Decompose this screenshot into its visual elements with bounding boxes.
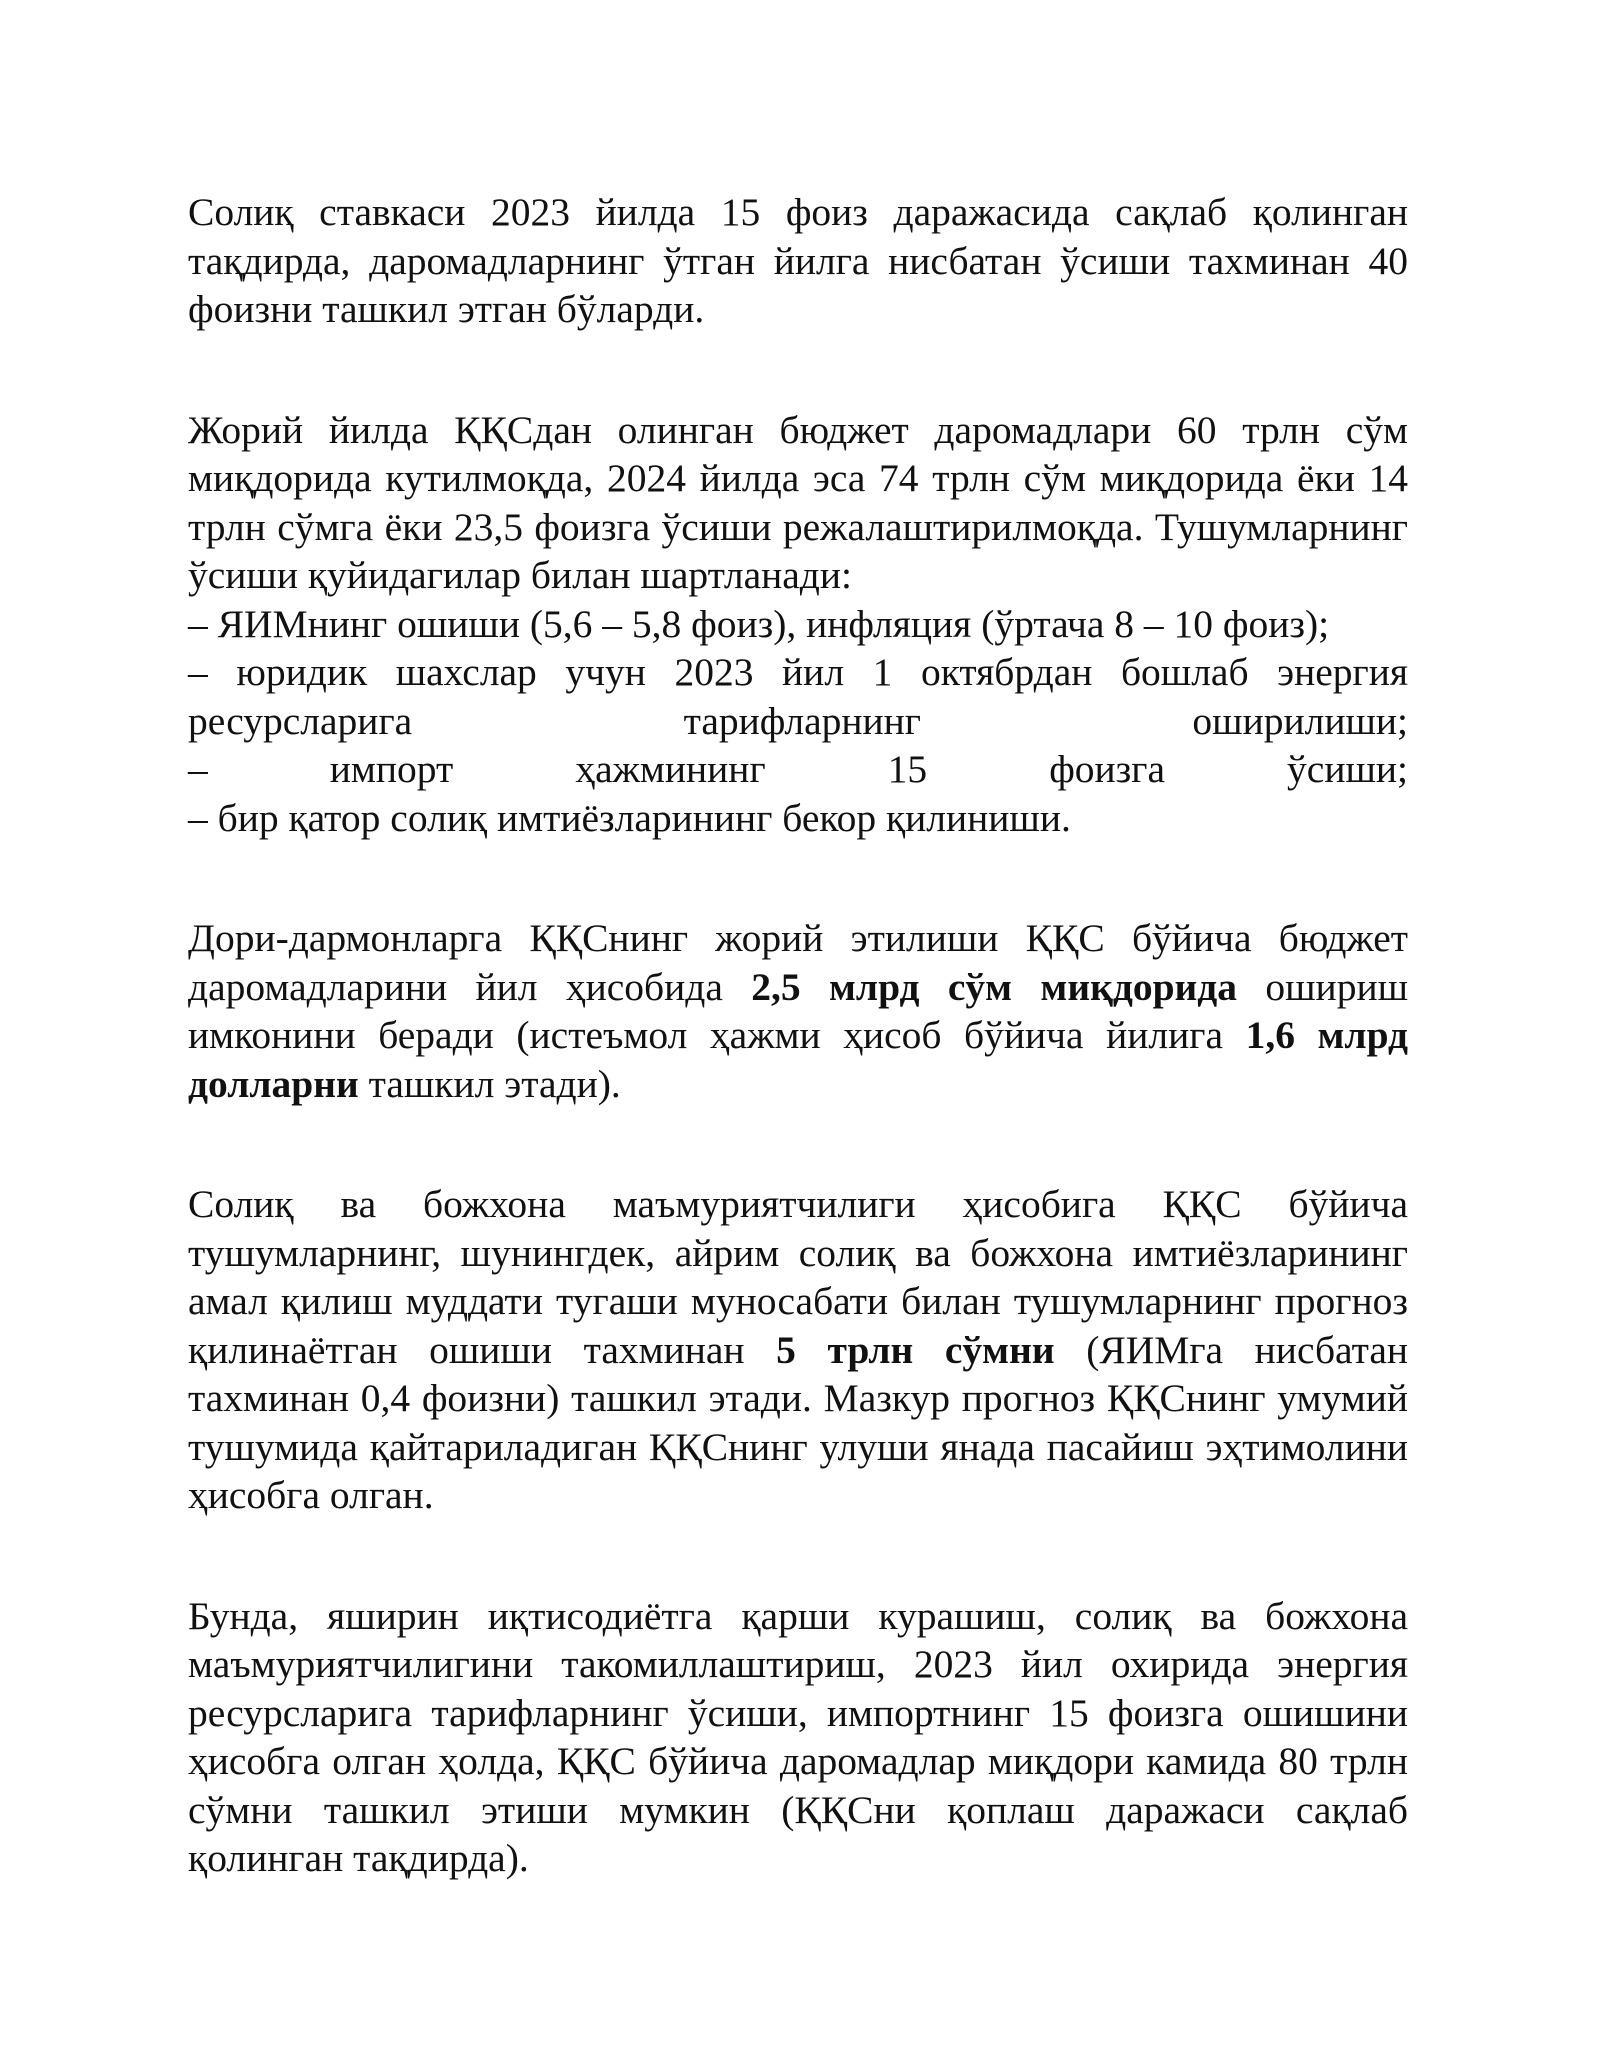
document-page (188, 188, 1408, 1883)
bullet-import-growth: – импорт ҳажмининг 15 фоизга ўсиши; (188, 747, 1408, 791)
medicines-bold-amount: 2,5 млрд сўм миқдорида (751, 964, 1238, 1009)
medicines-text-1: Дори-дармонларга ҚҚСнинг жорий этилиши ҚҚС бўйича бюджет даромадларини йил ҳисобида (188, 916, 1408, 1009)
paragraph-administration (188, 1180, 1408, 1520)
paragraph-medicines-vat (188, 914, 1408, 1108)
bullet-tax-exemptions: – бир қатор солиқ имтиёзларининг бекор қилиниши. (188, 795, 1071, 840)
paragraph-tax-rate: Солиқ ставкаси 2023 йилда 15 фоиз даражасида сақлаб қолинган тақдирда, даромадларнинг ўтган йилга нисбатан ўсиши тахминан 40 фоизни ташкил этган бўларди. (188, 190, 1408, 331)
administration-text-2: (ЯИМга нисбатан тахминан 0,4 фоизни) ташкил этади. Мазкур прогноз ҚҚСнинг умумий тушумида қайтариладиган ҚҚСнинг улуши янада пасайиш эҳтимолини ҳисобга олган. (188, 1327, 1408, 1517)
paragraph-forecast: Бунда, яширин иқтисодиётга қарши курашиш, солиқ ва божхона маъмуриятчилигини такомиллаштириш, 2023 йил охирида энергия ресурсларига тарифларнинг ўсиши, импортнинг 15 фоизга ошишини ҳисобга олган ҳолда, ҚҚС бўйича даромадлар миқдори камида 80 трлн сўмни ташкил этиши мумкин (ҚҚСни қоплаш даражаси сақлаб қолинган тақдирда). (188, 1593, 1408, 1880)
medicines-bold-dollars: 1,6 млрд долларни (188, 1013, 1408, 1106)
medicines-text-3: ташкил этади). (358, 1061, 621, 1106)
administration-bold-amount: 5 трлн сўмни (776, 1327, 1055, 1372)
medicines-text-2: ошириш имконини беради (истеъмол ҳажми ҳисоб бўйича йилига (188, 964, 1409, 1057)
paragraph-budget-revenue-text: Жорий йилда ҚҚСдан олинган бюджет даромадлари 60 трлн сўм миқдорида кутилмоқда, 2024 йилда эса 74 трлн сўм миқдорида ёки 14 трлн сўмга ёки 23,5 фоизга ўсиши режалаштирилмоқда. Тушумларнинг ўсиши қуйидагилар билан шартланади: (188, 407, 1408, 597)
paragraph-budget-revenue (188, 406, 1408, 843)
bullet-gdp-inflation: – ЯИМнинг ошиши (5,6 – 5,8 фоиз), инфляция (ўртача 8 – 10 фоиз); (188, 601, 1330, 646)
administration-text-1: Солиқ ва божхона маъмуриятчилиги ҳисобига ҚҚС бўйича тушумларнинг, шунингдек, айрим солиқ ва божхона имтиёзларининг амал қилиш муддати тугаши муносабати билан тушумларнинг прогноз қилинаётган ошиши тахминан (188, 1182, 1408, 1372)
bullet-energy-tariffs: – юридик шахслар учун 2023 йил 1 октябрдан бошлаб энергия ресурсларига тарифларнинг оширилиши; (188, 650, 1408, 743)
